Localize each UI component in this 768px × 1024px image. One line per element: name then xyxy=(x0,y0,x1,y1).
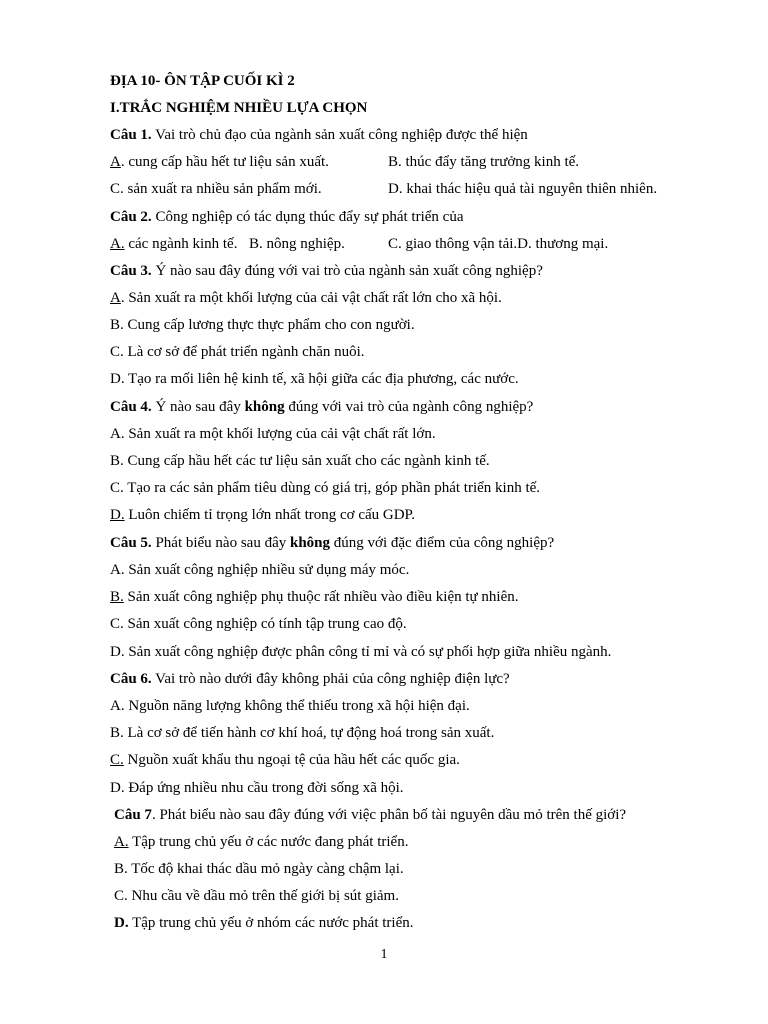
q3-option-a xyxy=(110,289,502,307)
option-text: Tập trung chủ yếu ở nhóm các nước phát triển. xyxy=(128,915,414,931)
q6-option-b: B. Là cơ sở để tiến hành cơ khí hoá, tự động hoá trong sản xuất. xyxy=(110,725,495,741)
q4-option-a: A. Sản xuất ra một khối lượng của cải vật chất rất lớn. xyxy=(110,426,436,442)
q5-option-b xyxy=(110,588,518,606)
q3-option-b: B. Cung cấp lương thực thực phẩm cho con người. xyxy=(110,317,415,333)
q6-option-d: D. Đáp ứng nhiều nhu cầu trong đời sống xã hội. xyxy=(110,780,404,796)
q7-option-a xyxy=(114,833,408,851)
q7-option-b: B. Tốc độ khai thác dầu mỏ ngày càng chậm lại. xyxy=(114,861,404,877)
question-label: Câu 5. xyxy=(110,535,152,551)
q5-option-c: C. Sản xuất công nghiệp có tính tập trung cao độ. xyxy=(110,616,407,632)
question-text: Công nghiệp có tác dụng thúc đẩy sự phát triển của xyxy=(151,209,464,225)
option-text: Luôn chiếm tỉ trọng lớn nhất trong cơ cấu GDP. xyxy=(124,507,415,523)
question-text: đúng với vai trò của ngành công nghiệp? xyxy=(284,399,534,415)
q2-option-a xyxy=(110,235,237,253)
q6-option-c xyxy=(110,751,460,769)
q1-option-a xyxy=(110,153,329,171)
answer-key: A. xyxy=(110,236,125,252)
question-3 xyxy=(110,262,543,280)
question-7 xyxy=(114,806,626,824)
answer-key: D. xyxy=(114,915,129,931)
answer-key: C. xyxy=(110,752,124,768)
answer-key: A. xyxy=(114,834,129,850)
answer-key: D. xyxy=(110,507,125,523)
question-2 xyxy=(110,208,464,226)
option-text: . cung cấp hầu hết tư liệu sản xuất. xyxy=(120,154,329,170)
question-4 xyxy=(110,398,533,416)
q4-option-d xyxy=(110,506,415,524)
answer-key: A xyxy=(110,154,121,170)
q3-option-c: C. Là cơ sở để phát triển ngành chăn nuôi. xyxy=(110,344,365,360)
question-6 xyxy=(110,670,510,688)
q7-option-d xyxy=(114,914,413,932)
option-text: các ngành kinh tế. xyxy=(124,236,238,252)
section-heading: I.TRẮC NGHIỆM NHIỀU LỰA CHỌN xyxy=(110,100,368,116)
question-1 xyxy=(110,126,528,144)
option-text: . Sản xuất ra một khối lượng của cải vật chất rất lớn cho xã hội. xyxy=(120,290,502,306)
q7-option-c: C. Nhu cầu về dầu mỏ trên thế giới bị sút giảm. xyxy=(114,888,399,904)
question-emphasis: không xyxy=(244,399,285,415)
question-label: Câu 4. xyxy=(110,399,152,415)
q1-option-c: C. sản xuất ra nhiều sản phẩm mới. xyxy=(110,181,322,197)
q6-option-a: A. Nguồn năng lượng không thể thiếu trong xã hội hiện đại. xyxy=(110,698,470,714)
q2-option-cd: C. giao thông vận tải.D. thương mại. xyxy=(388,236,609,252)
question-5 xyxy=(110,534,554,552)
q3-option-d: D. Tạo ra mối liên hệ kinh tế, xã hội giữa các địa phương, các nước. xyxy=(110,371,519,387)
question-emphasis: không xyxy=(290,535,331,551)
q4-option-b: B. Cung cấp hầu hết các tư liệu sản xuất cho các ngành kinh tế. xyxy=(110,453,490,469)
option-text: Sản xuất công nghiệp phụ thuộc rất nhiều vào điều kiện tự nhiên. xyxy=(123,589,519,605)
question-text: Vai trò nào dưới đây không phải của công nghiệp điện lực? xyxy=(151,671,510,687)
question-label: Câu 1. xyxy=(110,127,152,143)
q1-option-b: B. thúc đẩy tăng trưởng kinh tế. xyxy=(388,154,580,170)
option-text: Nguồn xuất khẩu thu ngoại tệ của hầu hết các quốc gia. xyxy=(123,752,460,768)
q1-option-d: D. khai thác hiệu quả tài nguyên thiên nhiên. xyxy=(388,181,658,197)
question-text: Ý nào sau đây xyxy=(151,399,245,415)
question-label: Câu 7 xyxy=(114,807,152,823)
doc-title: ĐỊA 10- ÔN TẬP CUỐI KÌ 2 xyxy=(110,73,295,89)
q2-option-b: B. nông nghiệp. xyxy=(249,236,345,252)
question-text: đúng với đặc điểm của công nghiệp? xyxy=(330,535,555,551)
answer-key: A xyxy=(110,290,121,306)
q5-option-d: D. Sản xuất công nghiệp được phân công tỉ mỉ và có sự phối hợp giữa nhiều ngành. xyxy=(110,644,612,660)
question-text: Ý nào sau đây đúng với vai trò của ngành sản xuất công nghiệp? xyxy=(151,263,543,279)
question-label: Câu 6. xyxy=(110,671,152,687)
question-text: . Phát biểu nào sau đây đúng với việc phân bố tài nguyên dầu mỏ trên thế giới? xyxy=(151,807,627,823)
q4-option-c: C. Tạo ra các sản phẩm tiêu dùng có giá trị, góp phần phát triển kinh tế. xyxy=(110,480,541,496)
option-text: Tập trung chủ yếu ở các nước đang phát triển. xyxy=(128,834,409,850)
answer-key: B. xyxy=(110,589,124,605)
q5-option-a: A. Sản xuất công nghiệp nhiều sử dụng máy móc. xyxy=(110,562,410,578)
question-label: Câu 2. xyxy=(110,209,152,225)
page-number: 1 xyxy=(380,947,388,962)
question-text: Phát biểu nào sau đây xyxy=(151,535,290,551)
question-label: Câu 3. xyxy=(110,263,152,279)
question-text: Vai trò chủ đạo của ngành sản xuất công nghiệp được thể hiện xyxy=(151,127,528,143)
